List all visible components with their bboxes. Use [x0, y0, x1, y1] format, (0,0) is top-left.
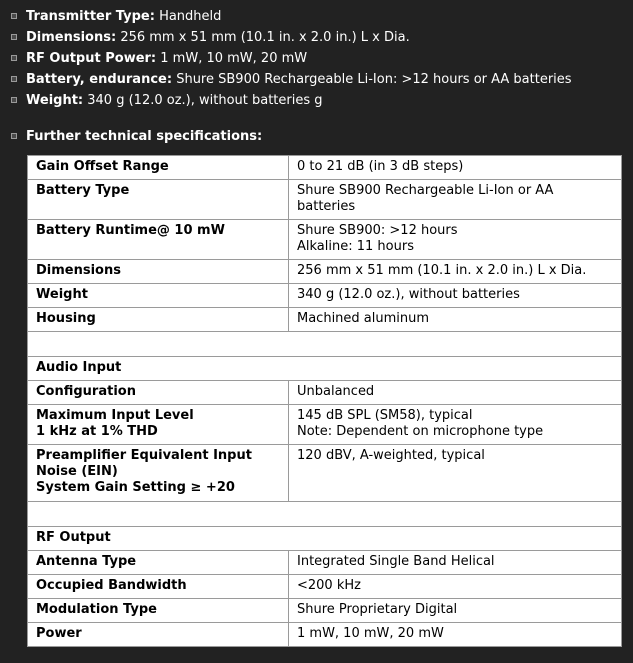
spec-value-cell	[289, 220, 622, 260]
spec-key: Gain Offset Range	[28, 156, 289, 180]
bullet-label: Battery, endurance:	[26, 72, 173, 87]
bullet-square-icon	[11, 76, 17, 82]
spec-table	[27, 155, 622, 647]
spec-value: 256 mm x 51 mm (10.1 in. x 2.0 in.) L x Dia.	[289, 260, 622, 284]
spacer-cell	[28, 332, 622, 357]
spec-key: Power	[28, 623, 289, 647]
spec-key: Battery Type	[28, 180, 289, 220]
spec-value: <200 kHz	[289, 575, 622, 599]
table-row	[28, 551, 622, 575]
spacer-cell	[28, 502, 622, 527]
bullet-label: Dimensions:	[26, 30, 117, 45]
spec-value: 340 g (12.0 oz.), without batteries	[289, 284, 622, 308]
bullet-label: Weight:	[26, 93, 84, 108]
bullet-square-icon	[11, 55, 17, 61]
spec-value: Shure Proprietary Digital	[289, 599, 622, 623]
section-row-audio-input	[28, 357, 622, 381]
spec-value-line2: Note: Dependent on microphone type	[297, 424, 544, 439]
spec-value: 145 dB SPL (SM58), typical	[297, 408, 473, 423]
bullet-value: 340 g (12.0 oz.), without batteries g	[87, 93, 323, 108]
table-row	[28, 260, 622, 284]
bullet-value: 1 mW, 10 mW, 20 mW	[160, 51, 308, 66]
table-row	[28, 405, 622, 445]
spec-key-line2: System Gain Setting ≥ +20	[36, 480, 235, 495]
bullet-label: RF Output Power:	[26, 51, 157, 66]
table-row	[28, 575, 622, 599]
spec-key: Battery Runtime@ 10 mW	[28, 220, 289, 260]
table-row	[28, 381, 622, 405]
bullet-square-icon	[11, 34, 17, 40]
spec-value: 1 mW, 10 mW, 20 mW	[289, 623, 622, 647]
section-row-rf-output	[28, 527, 622, 551]
section-heading: RF Output	[28, 527, 622, 551]
bullet-weight	[11, 90, 323, 111]
spec-value-line2: Alkaline: 11 hours	[297, 239, 414, 254]
spec-value-cell	[289, 405, 622, 445]
bullet-square-icon	[11, 13, 17, 19]
bullet-dimensions	[11, 27, 410, 48]
spec-key: Preamplifier Equivalent Input Noise (EIN)	[36, 448, 252, 479]
bullet-battery-endurance	[11, 69, 572, 90]
spec-value: 120 dBV, A-weighted, typical	[289, 445, 622, 502]
spec-value: Unbalanced	[289, 381, 622, 405]
spec-value: 0 to 21 dB (in 3 dB steps)	[289, 156, 622, 180]
section-heading: Audio Input	[28, 357, 622, 381]
spec-key: Configuration	[28, 381, 289, 405]
table-row	[28, 599, 622, 623]
further-specs-heading	[11, 126, 262, 147]
spec-value: Shure SB900 Rechargeable Li-Ion or AA batteries	[289, 180, 622, 220]
bullet-value: 256 mm x 51 mm (10.1 in. x 2.0 in.) L x Dia.	[120, 30, 410, 45]
bullet-label: Transmitter Type:	[26, 9, 155, 24]
bullet-square-icon	[11, 97, 17, 103]
bullet-value: Shure SB900 Rechargeable Li-Ion: >12 hours or AA batteries	[176, 72, 572, 87]
spec-key: Maximum Input Level	[36, 408, 194, 423]
table-row	[28, 220, 622, 260]
bullet-value: Handheld	[159, 9, 222, 24]
spec-key: Occupied Bandwidth	[28, 575, 289, 599]
bullet-transmitter-type	[11, 6, 221, 27]
spec-value: Shure SB900: >12 hours	[297, 223, 458, 238]
table-row	[28, 445, 622, 502]
further-specs-label: Further technical specifications:	[26, 129, 263, 144]
spec-key: Modulation Type	[28, 599, 289, 623]
spec-key-line2: 1 kHz at 1% THD	[36, 424, 158, 439]
table-row	[28, 180, 622, 220]
spec-key: Dimensions	[28, 260, 289, 284]
bullet-square-icon	[11, 133, 17, 139]
table-row	[28, 623, 622, 647]
spec-key-cell	[28, 445, 289, 502]
spec-key: Antenna Type	[28, 551, 289, 575]
spec-key: Weight	[28, 284, 289, 308]
table-row	[28, 156, 622, 180]
table-row	[28, 284, 622, 308]
spec-value: Machined aluminum	[289, 308, 622, 332]
spacer-row	[28, 502, 622, 527]
table-row	[28, 308, 622, 332]
bullet-rf-output-power	[11, 48, 307, 69]
spec-value: Integrated Single Band Helical	[289, 551, 622, 575]
spacer-row	[28, 332, 622, 357]
spec-key-cell	[28, 405, 289, 445]
spec-key: Housing	[28, 308, 289, 332]
